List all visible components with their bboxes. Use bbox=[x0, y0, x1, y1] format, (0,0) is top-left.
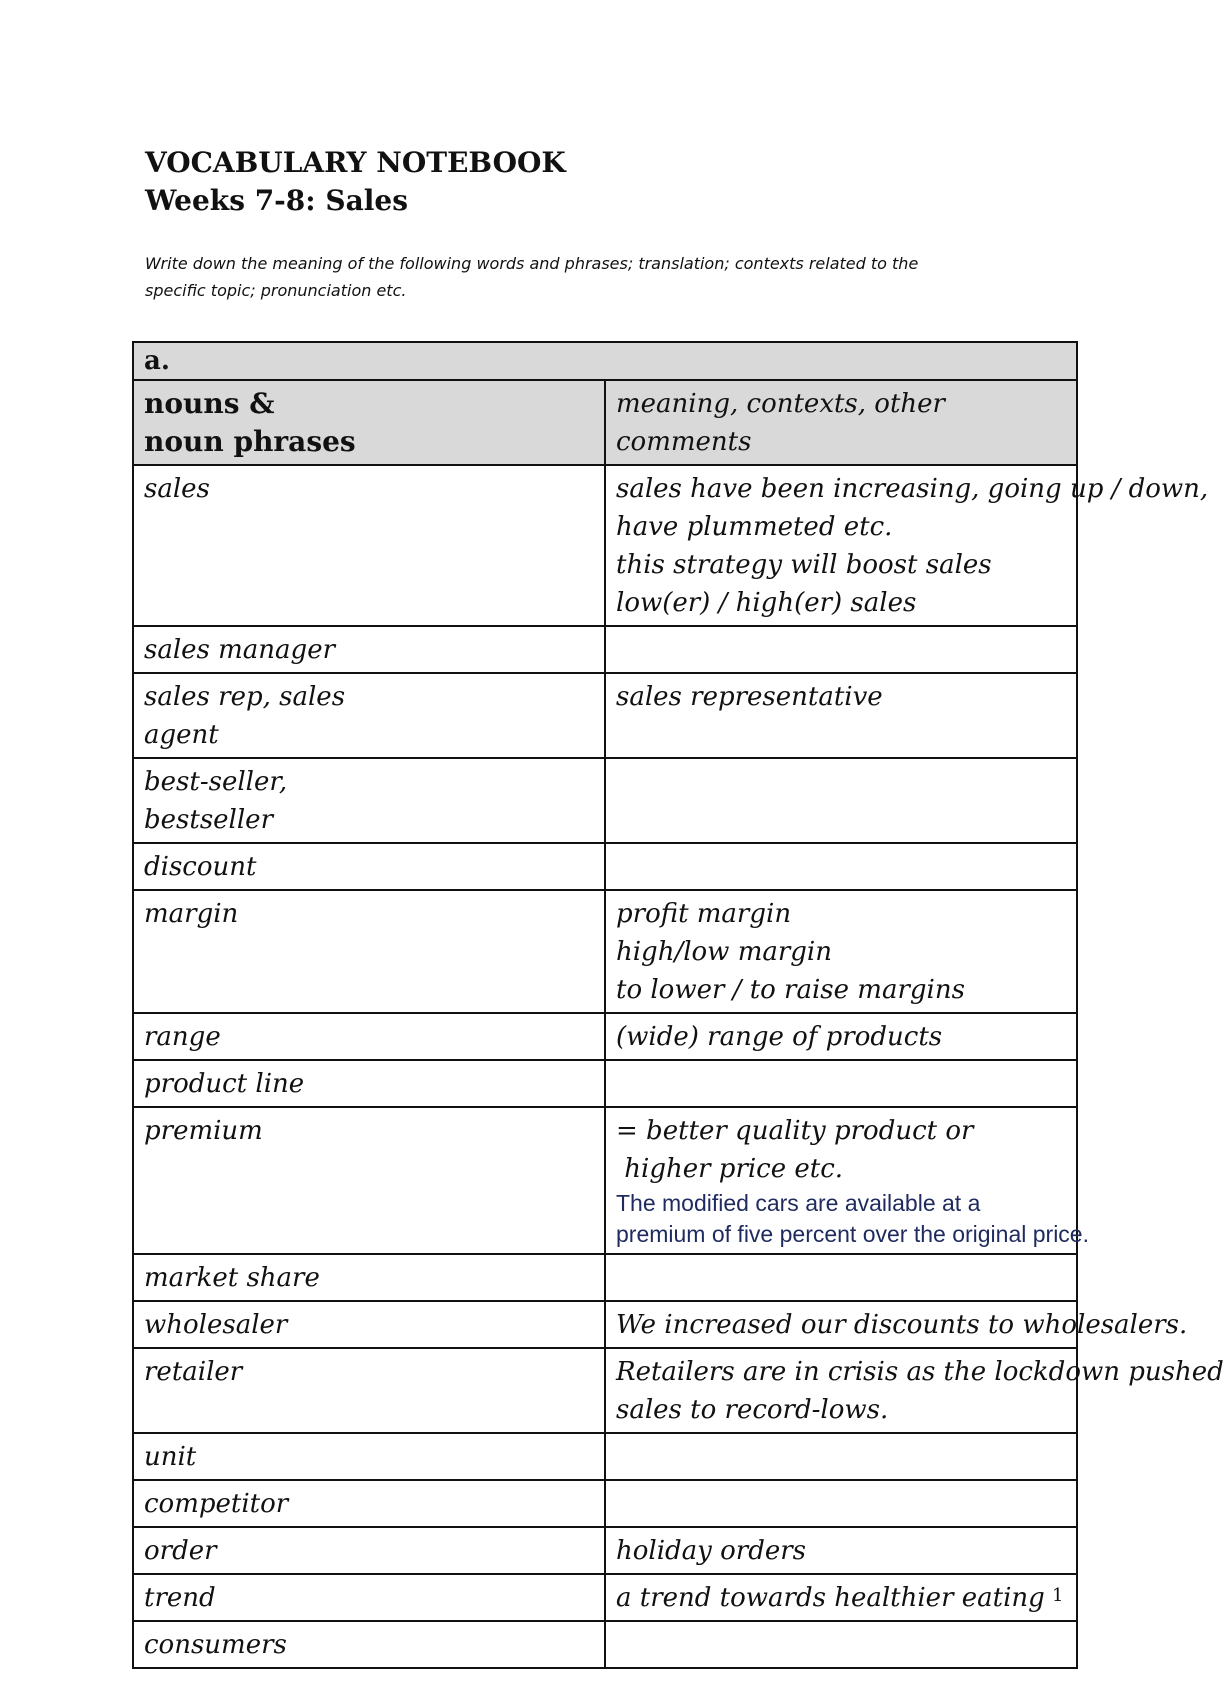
column-header-row bbox=[133, 380, 1077, 465]
meaning-cell bbox=[605, 626, 1077, 673]
section-label: a. bbox=[133, 342, 1077, 380]
meaning-cell bbox=[605, 1527, 1077, 1574]
meaning-cell bbox=[605, 1621, 1077, 1668]
example-sentence-line: The modified cars are available at a bbox=[616, 1190, 981, 1216]
table-row bbox=[133, 1574, 1077, 1621]
term-column-header bbox=[133, 380, 605, 465]
term-cell bbox=[133, 1433, 605, 1480]
term-cell bbox=[133, 1301, 605, 1348]
table-row bbox=[133, 1060, 1077, 1107]
meaning-cell bbox=[605, 673, 1077, 758]
term-text: market share bbox=[144, 1263, 320, 1293]
term-cell bbox=[133, 1480, 605, 1527]
meaning-text: sales have been increasing, going up / down, bbox=[616, 474, 1209, 504]
vocabulary-table-body bbox=[133, 342, 1224, 1668]
term-text: competitor bbox=[144, 1489, 289, 1519]
term-cell bbox=[133, 626, 605, 673]
meaning-text: sales to record-lows. bbox=[616, 1395, 889, 1425]
term-text: consumers bbox=[144, 1630, 287, 1660]
meaning-text: have plummeted etc. bbox=[616, 512, 893, 542]
term-text: bestseller bbox=[144, 805, 273, 835]
meaning-cell bbox=[605, 1013, 1077, 1060]
term-text: sales manager bbox=[144, 635, 336, 665]
document-heading bbox=[145, 144, 566, 220]
meaning-text: low(er) / high(er) sales bbox=[616, 588, 917, 618]
meaning-text: higher price etc. bbox=[616, 1154, 844, 1184]
meaning-text: = better quality product or bbox=[616, 1116, 974, 1146]
term-cell bbox=[133, 1348, 605, 1433]
meaning-cell bbox=[605, 758, 1077, 843]
meaning-cell bbox=[605, 890, 1077, 1013]
table-row bbox=[133, 673, 1077, 758]
term-text: premium bbox=[144, 1116, 263, 1146]
term-text: product line bbox=[144, 1069, 305, 1099]
term-cell bbox=[133, 1013, 605, 1060]
term-text: unit bbox=[144, 1442, 197, 1472]
meaning-text: a trend towards healthier eating bbox=[616, 1583, 1045, 1613]
meaning-cell bbox=[605, 843, 1077, 890]
term-cell bbox=[133, 673, 605, 758]
term-cell bbox=[133, 1527, 605, 1574]
term-column-header-line: noun phrases bbox=[144, 425, 356, 458]
term-text: agent bbox=[144, 720, 219, 750]
term-cell bbox=[133, 1254, 605, 1301]
table-row bbox=[133, 1348, 1077, 1433]
term-cell bbox=[133, 1621, 605, 1668]
table-row bbox=[133, 1527, 1077, 1574]
table-row bbox=[133, 890, 1077, 1013]
term-cell bbox=[133, 890, 605, 1013]
section-row bbox=[133, 342, 1077, 380]
meaning-cell bbox=[605, 1060, 1077, 1107]
term-cell bbox=[133, 1107, 605, 1254]
instructions-line: specific topic; pronunciation etc. bbox=[145, 281, 407, 300]
term-cell bbox=[133, 843, 605, 890]
meaning-text: profit margin bbox=[616, 899, 792, 929]
table-row bbox=[133, 1301, 1077, 1348]
meaning-cell bbox=[605, 1107, 1089, 1254]
meaning-text: to lower / to raise margins bbox=[616, 975, 965, 1005]
meaning-cell bbox=[605, 1574, 1077, 1621]
instructions-line: Write down the meaning of the following words and phrases; translation; contexts related to the bbox=[145, 254, 919, 273]
meaning-cell bbox=[605, 1301, 1188, 1348]
table-row bbox=[133, 1013, 1077, 1060]
table-row bbox=[133, 1254, 1077, 1301]
page-number: 1 bbox=[1052, 1585, 1064, 1606]
term-cell bbox=[133, 465, 605, 626]
meaning-cell bbox=[605, 1348, 1224, 1433]
table-row bbox=[133, 1433, 1077, 1480]
term-text: range bbox=[144, 1022, 221, 1052]
term-text: wholesaler bbox=[144, 1310, 288, 1340]
meaning-cell bbox=[605, 465, 1209, 626]
instructions-text bbox=[145, 250, 1065, 304]
term-text: discount bbox=[144, 852, 257, 882]
meaning-text: Retailers are in crisis as the lockdown pushed bbox=[616, 1357, 1224, 1387]
term-text: best-seller, bbox=[144, 767, 288, 797]
meaning-text: holiday orders bbox=[616, 1536, 807, 1566]
term-text: sales rep, sales bbox=[144, 682, 346, 712]
table-row bbox=[133, 1480, 1077, 1527]
table-row bbox=[133, 465, 1077, 626]
term-column-header-line: nouns & bbox=[144, 387, 275, 420]
table-row bbox=[133, 1621, 1077, 1668]
term-text: trend bbox=[144, 1583, 216, 1613]
meaning-text: We increased our discounts to wholesalers. bbox=[616, 1310, 1188, 1340]
document-title: VOCABULARY NOTEBOOK bbox=[145, 146, 566, 179]
term-text: sales bbox=[144, 474, 210, 504]
table-row bbox=[133, 843, 1077, 890]
meaning-cell bbox=[605, 1254, 1077, 1301]
meaning-column-header: meaning, contexts, other comments bbox=[605, 380, 1077, 465]
term-cell bbox=[133, 758, 605, 843]
vocabulary-table bbox=[132, 341, 1224, 1669]
meaning-text: this strategy will boost sales bbox=[616, 550, 992, 580]
term-cell bbox=[133, 1574, 605, 1621]
term-cell bbox=[133, 1060, 605, 1107]
meaning-text: high/low margin bbox=[616, 937, 832, 967]
example-sentence-line: premium of five percent over the original price. bbox=[616, 1221, 1089, 1247]
table-row bbox=[133, 626, 1077, 673]
document-subtitle: Weeks 7-8: Sales bbox=[145, 184, 408, 217]
term-text: order bbox=[144, 1536, 217, 1566]
meaning-cell bbox=[605, 1480, 1077, 1527]
meaning-cell bbox=[605, 1433, 1077, 1480]
meaning-text: sales representative bbox=[616, 682, 883, 712]
term-text: retailer bbox=[144, 1357, 243, 1387]
table-row bbox=[133, 758, 1077, 843]
table-row bbox=[133, 1107, 1077, 1254]
term-text: margin bbox=[144, 899, 239, 929]
meaning-text: (wide) range of products bbox=[616, 1022, 943, 1052]
